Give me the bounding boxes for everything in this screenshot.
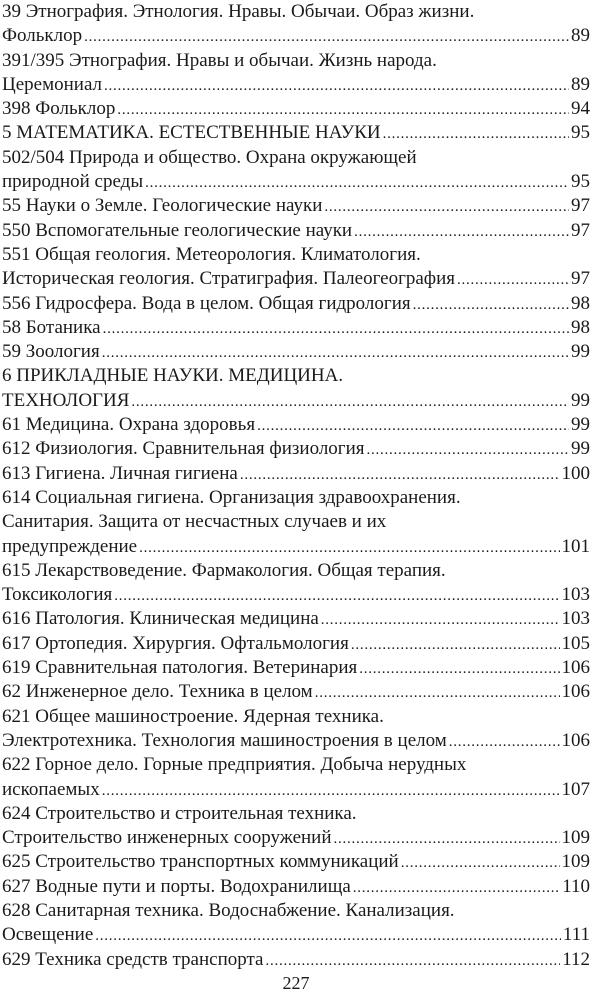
toc-line	[2, 121, 590, 145]
toc-leader-dots	[367, 438, 569, 461]
toc-leader-dots	[351, 633, 560, 656]
toc-entry-text: 614 Социальная гигиена. Организация здравоохранения.	[2, 486, 461, 508]
toc-entry-text: 627 Водные пути и порты. Водохранилища	[2, 875, 351, 897]
toc-page-number: 101	[561, 535, 590, 557]
toc-page-number: 103	[561, 584, 590, 606]
toc-line	[2, 97, 590, 121]
toc-entry-text: Токсикология	[2, 584, 113, 606]
toc-entry-text: Освещение	[2, 924, 94, 946]
toc-page-number: 106	[561, 729, 590, 751]
toc-entry-text: 55 Науки о Земле. Геологические науки	[2, 195, 323, 217]
toc-entry-text: 629 Техника средств транспорта	[2, 948, 264, 970]
toc-leader-dots	[359, 657, 559, 680]
toc-line	[2, 267, 590, 291]
toc-line	[2, 559, 590, 583]
toc-leader-dots	[131, 390, 569, 413]
toc-line	[2, 389, 590, 413]
toc-line	[2, 243, 590, 267]
toc-entry-text: предупреждение	[2, 535, 138, 557]
toc-line	[2, 948, 590, 972]
toc-leader-dots	[104, 74, 569, 97]
toc-page-number: 109	[561, 827, 590, 849]
toc-entry-text: 628 Санитарная техника. Водоснабжение. Канализация.	[2, 899, 455, 921]
toc-line	[2, 0, 590, 24]
toc-line	[2, 146, 590, 170]
toc-entry-text: 39 Этнография. Этнология. Нравы. Обычаи. Образ жизни.	[2, 1, 475, 22]
toc-page-number: 105	[561, 632, 590, 654]
toc-entry-text: 398 Фольклор	[2, 98, 116, 120]
toc-leader-dots	[103, 317, 569, 340]
toc-leader-dots	[145, 171, 569, 194]
toc-line	[2, 778, 590, 802]
toc-entry-text: 613 Гигиена. Личная гигиена	[2, 462, 238, 484]
toc-entry-text: 622 Горное дело. Горные предприятия. Добыча нерудных	[2, 754, 467, 776]
document-page	[2, 0, 590, 1000]
toc-leader-dots	[257, 414, 569, 437]
toc-entry-text: Электротехника. Технология машиностроения в целом	[2, 729, 447, 751]
toc-line	[2, 510, 590, 534]
table-of-contents	[2, 0, 590, 972]
toc-page-number: 99	[571, 414, 590, 436]
toc-page-number: 97	[571, 219, 590, 241]
toc-page-number: 103	[561, 608, 590, 630]
toc-page-number: 99	[571, 341, 590, 363]
toc-line	[2, 583, 590, 607]
toc-line	[2, 656, 590, 680]
toc-line	[2, 680, 590, 704]
toc-line	[2, 437, 590, 461]
toc-page-number: 89	[571, 73, 590, 95]
toc-entry-text: 62 Инженерное дело. Техника в целом	[2, 681, 313, 703]
toc-line	[2, 219, 590, 243]
toc-page-number: 106	[561, 657, 590, 679]
toc-entry-text: 59 Зоология	[2, 341, 100, 363]
toc-leader-dots	[102, 779, 560, 802]
toc-entry-text: Фольклор	[2, 25, 83, 47]
toc-leader-dots	[95, 924, 561, 947]
toc-line	[2, 364, 590, 388]
toc-leader-dots	[114, 584, 559, 607]
toc-entry-text: 612 Физиология. Сравнительная физиология	[2, 438, 365, 460]
toc-page-number: 107	[561, 778, 590, 800]
toc-page-number: 99	[571, 389, 590, 411]
toc-line	[2, 802, 590, 826]
toc-leader-dots	[449, 730, 560, 753]
toc-line	[2, 462, 590, 486]
toc-entry-text: 624 Строительство и строительная техника.	[2, 802, 357, 824]
toc-line	[2, 875, 590, 899]
toc-entry-text: Церемониал	[2, 73, 103, 95]
toc-page-number: 89	[571, 25, 590, 47]
toc-line	[2, 73, 590, 97]
toc-page-number: 111	[562, 924, 590, 946]
toc-leader-dots	[413, 293, 569, 316]
toc-leader-dots	[265, 949, 560, 972]
toc-line	[2, 850, 590, 874]
toc-page-number: 95	[571, 122, 590, 144]
toc-entry-text: 5 МАТЕМАТИКА. ЕСТЕСТВЕННЫЕ НАУКИ	[2, 122, 381, 144]
toc-line	[2, 826, 590, 850]
toc-entry-text: Санитария. Защита от несчастных случаев и их	[2, 511, 387, 533]
page-number: 227	[282, 973, 310, 993]
toc-page-number: 106	[561, 681, 590, 703]
toc-leader-dots	[324, 195, 569, 218]
toc-entry-text: 391/395 Этнография. Нравы и обычаи. Жизнь народа.	[2, 49, 437, 71]
toc-line	[2, 49, 590, 73]
toc-entry-text: 551 Общая геология. Метеорология. Климатология.	[2, 243, 421, 265]
toc-page-number: 94	[571, 98, 590, 120]
toc-leader-dots	[102, 341, 569, 364]
toc-line	[2, 24, 590, 48]
toc-line	[2, 316, 590, 340]
toc-line	[2, 899, 590, 923]
toc-entry-text: ТЕХНОЛОГИЯ	[2, 389, 130, 411]
toc-line	[2, 486, 590, 510]
toc-page-number: 98	[571, 316, 590, 338]
toc-entry-text: 615 Лекарствоведение. Фармакология. Общая терапия.	[2, 559, 446, 581]
toc-line	[2, 194, 590, 218]
toc-page-number: 99	[571, 438, 590, 460]
toc-entry-text: природной среды	[2, 171, 144, 193]
toc-page-number: 95	[571, 171, 590, 193]
toc-page-number: 112	[562, 948, 590, 970]
toc-entry-text: 61 Медицина. Охрана здоровья	[2, 414, 256, 436]
toc-entry-text: 616 Патология. Клиническая медицина	[2, 608, 319, 630]
toc-leader-dots	[353, 876, 560, 899]
toc-line	[2, 607, 590, 631]
toc-leader-dots	[354, 220, 569, 243]
toc-entry-text: 502/504 Природа и общество. Охрана окружающей	[2, 146, 417, 168]
toc-entry-text: 556 Гидросфера. Вода в целом. Общая гидрология	[2, 292, 411, 314]
toc-line	[2, 413, 590, 437]
toc-line	[2, 292, 590, 316]
toc-line	[2, 632, 590, 656]
toc-entry-text: Историческая геология. Стратиграфия. Палеогеография	[2, 268, 456, 290]
toc-leader-dots	[401, 851, 560, 874]
toc-line	[2, 753, 590, 777]
toc-entry-text: 621 Общее машиностроение. Ядерная техника.	[2, 705, 384, 727]
toc-entry-text: Строительство инженерных сооружений	[2, 827, 332, 849]
toc-page-number: 109	[561, 851, 590, 873]
toc-page-number: 110	[562, 875, 590, 897]
toc-page-number: 97	[571, 268, 590, 290]
toc-leader-dots	[315, 681, 560, 704]
toc-line	[2, 535, 590, 559]
toc-entry-text: ископаемых	[2, 778, 100, 800]
toc-entry-text: 625 Строительство транспортных коммуникаций	[2, 851, 399, 873]
toc-entry-text: 617 Ортопедия. Хирургия. Офтальмология	[2, 632, 349, 654]
toc-line	[2, 705, 590, 729]
toc-line	[2, 340, 590, 364]
toc-line	[2, 923, 590, 947]
toc-leader-dots	[240, 463, 560, 486]
toc-leader-dots	[117, 98, 569, 121]
toc-line	[2, 170, 590, 194]
toc-page-number: 100	[561, 462, 590, 484]
toc-entry-text: 550 Вспомогательные геологические науки	[2, 219, 353, 241]
toc-page-number: 97	[571, 195, 590, 217]
toc-leader-dots	[139, 536, 559, 559]
toc-leader-dots	[321, 608, 560, 631]
toc-leader-dots	[84, 25, 569, 48]
toc-entry-text: 6 ПРИКЛАДНЫЕ НАУКИ. МЕДИЦИНА.	[2, 365, 344, 387]
toc-line	[2, 729, 590, 753]
toc-page-number: 98	[571, 292, 590, 314]
toc-entry-text: 58 Ботаника	[2, 316, 101, 338]
toc-leader-dots	[457, 268, 569, 291]
toc-leader-dots	[383, 122, 569, 145]
toc-entry-text: 619 Сравнительная патология. Ветеринария	[2, 657, 358, 679]
toc-leader-dots	[334, 827, 560, 850]
